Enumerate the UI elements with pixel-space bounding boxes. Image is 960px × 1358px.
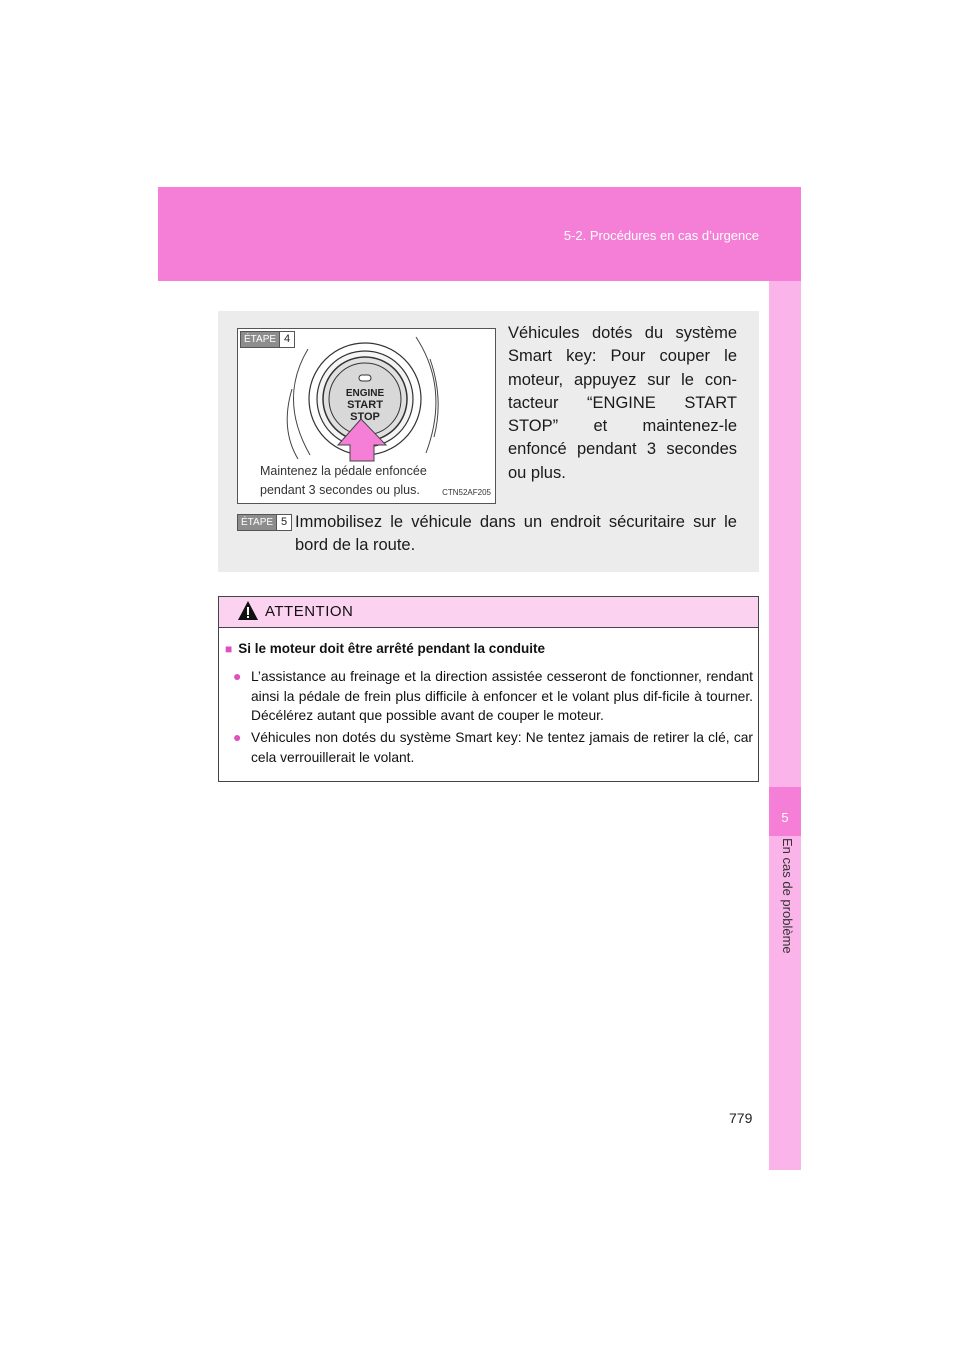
bullet-dot-icon: ● xyxy=(233,668,242,684)
square-bullet-icon: ■ xyxy=(225,642,233,656)
warning-bullet xyxy=(233,728,753,767)
figure-caption-line1: Maintenez la pédale enfoncée xyxy=(260,464,427,478)
engine-label: ENGINE xyxy=(345,388,385,399)
warning-bullet-text: L’assistance au freinage et la direction assistée cesseront de fonctionner, rendant ainsi la pédale de frein plus difficile à enfoncer et le volant plus dif-ficile à tourner. Décélérez autant que possible avant de couper le moteur. xyxy=(251,669,753,723)
chapter-side-tab xyxy=(769,281,801,1170)
step4-badge-number: 4 xyxy=(279,332,294,347)
step5-badge-label: ÉTAPE xyxy=(238,515,276,530)
step5-badge xyxy=(237,514,292,531)
figure-code: CTN52AF205 xyxy=(442,488,491,497)
warning-triangle-icon xyxy=(237,600,259,622)
start-label: START xyxy=(347,399,383,411)
engine-button-figure xyxy=(237,328,496,504)
chapter-number: 5 xyxy=(781,810,789,825)
step4-badge-label: ÉTAPE xyxy=(241,332,279,347)
stop-label: STOP xyxy=(350,411,380,423)
section-header-band xyxy=(158,187,801,281)
figure-caption xyxy=(260,462,427,500)
warning-header xyxy=(219,597,758,628)
warning-title xyxy=(225,641,545,656)
bullet-dot-icon: ● xyxy=(233,729,242,745)
chapter-label: En cas de problème xyxy=(780,838,795,954)
page-number: 779 xyxy=(729,1110,753,1126)
step5-text-line1: Immobilisez le véhicule dans un endroit sécuritaire sur le xyxy=(295,513,737,531)
warning-bullet xyxy=(233,667,753,726)
warning-title-text: Si le moteur doit être arrêté pendant la conduite xyxy=(238,641,546,656)
step4-text: Véhicules dotés du système Smart key: Pour couper le moteur, appuyez sur le con-tacteur “ENGINE START STOP” et maintenez-le enfoncé pendant 3 secondes ou plus. xyxy=(508,324,737,482)
warning-label: ATTENTION xyxy=(265,603,354,620)
step5-text-line2: bord de la route. xyxy=(295,536,416,555)
figure-caption-line2: pendant 3 secondes ou plus. xyxy=(260,483,420,497)
warning-bullet-text: Véhicules non dotés du système Smart key: Ne tentez jamais de retirer la clé, car cela verrouillerait le volant. xyxy=(251,730,753,765)
section-title: 5-2. Procédures en cas d’urgence xyxy=(563,228,759,243)
step5-badge-number: 5 xyxy=(276,515,291,530)
step5-text xyxy=(295,511,737,558)
warning-box xyxy=(218,596,759,782)
